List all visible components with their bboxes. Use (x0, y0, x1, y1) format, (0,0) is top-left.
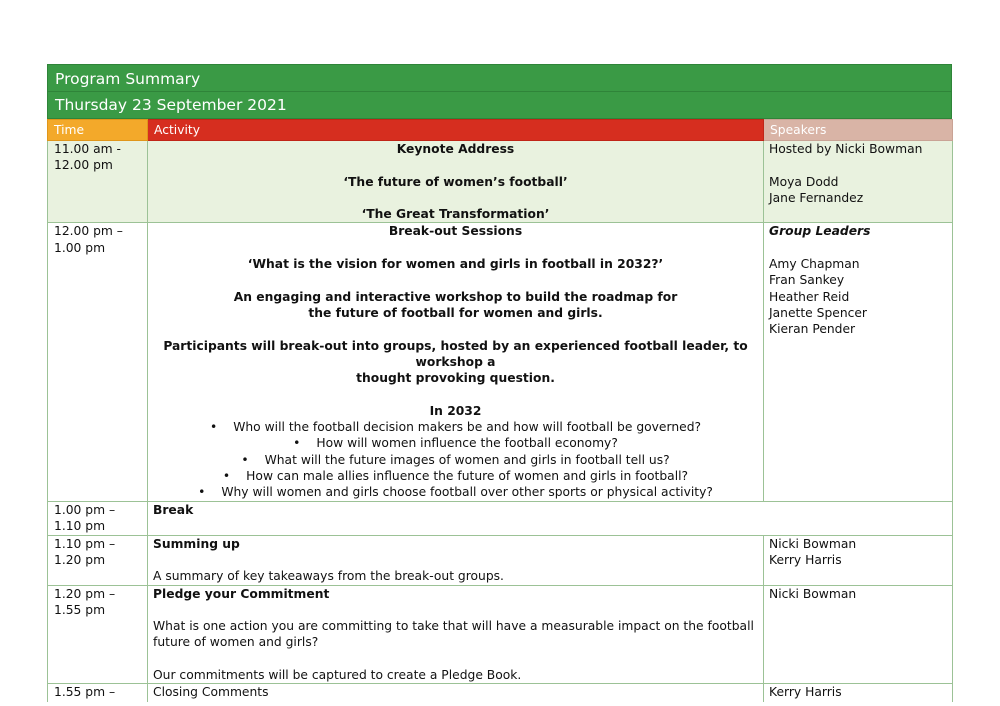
session-title: Summing up (153, 536, 240, 551)
time-cell: 12.00 pm – 1.00 pm (48, 223, 148, 501)
list-item: • What will the future images of women and girls in football tell us? (153, 452, 758, 468)
time-cell: 1.20 pm – 1.55 pm (48, 585, 148, 684)
session-subtitle: ‘The Great Transformation’ (361, 207, 550, 222)
header-speakers: Speakers (764, 120, 953, 141)
speakers-cell: Group Leaders Amy Chapman Fran Sankey Heather Reid Janette Spencer Kieran Pender (764, 223, 953, 501)
time-cell: 11.00 am - 12.00 pm (48, 141, 148, 223)
program-document (47, 64, 952, 702)
list-item: • Who will the football decision makers be and how will football be governed? (153, 419, 758, 435)
table-row (48, 585, 953, 684)
program-title: Program Summary (47, 64, 952, 92)
speakers-cell: Kerry Harris (764, 684, 953, 702)
time-cell: 1.00 pm – 1.10 pm (48, 501, 148, 535)
speakers-heading: Group Leaders (769, 224, 871, 239)
question-list (153, 419, 758, 500)
header-time: Time (48, 120, 148, 141)
table-header-row (48, 120, 953, 141)
list-item: • How will women influence the football economy? (153, 435, 758, 451)
list-item: • Why will women and girls choose football over other sports or physical activity? (153, 484, 758, 500)
header-activity: Activity (148, 120, 764, 141)
session-title: Keynote Address (396, 142, 515, 156)
session-title: Break-out Sessions (388, 224, 523, 239)
time-cell: 1.10 pm – 1.20 pm (48, 535, 148, 585)
program-table (47, 119, 953, 702)
activity-cell (148, 141, 764, 223)
activity-cell: Summing up A summary of key takeaways from the break-out groups. (148, 535, 764, 585)
table-row (48, 535, 953, 585)
table-row (48, 684, 953, 702)
activity-cell: Pledge your Commitment What is one action you are committing to take that will have a measurable impact on the football future of women and girls? Our commitments will be captured to create a Pledge Book. (148, 585, 764, 684)
time-cell: 1.55 pm – (48, 684, 148, 702)
table-row (48, 223, 953, 501)
session-subtitle: ‘The future of women’s football’ (343, 174, 568, 189)
list-item: • How can male allies influence the future of women and girls in football? (153, 468, 758, 484)
activity-cell: Break-out Sessions ‘What is the vision for women and girls in football in 2032?’ An engaging and interactive workshop to build the roadmap for the future of football for women and girls. Participants will break-out into groups, hosted by an experienced football leader, to workshop a thought provoking question. In 2032 • Who will the football decision makers be and how will football be governed? • How will women influence the football economy? • What will the future images of women and girls in football tell us? • How can male allies influence the future of women and girls in football? • Why will women and girls choose football over other sports or physical activity? (148, 223, 764, 501)
table-row (48, 141, 953, 223)
list-heading: In 2032 (429, 403, 482, 418)
activity-cell: Closing Comments (148, 684, 764, 702)
session-title: Pledge your Commitment (153, 586, 330, 601)
table-row (48, 501, 953, 535)
session-question: ‘What is the vision for women and girls in football in 2032?’ (247, 257, 664, 272)
activity-cell: Break (148, 501, 953, 535)
program-date: Thursday 23 September 2021 (47, 92, 952, 119)
speakers-cell: Hosted by Nicki Bowman Moya Dodd Jane Fernandez (764, 141, 953, 223)
speakers-cell: Nicki Bowman (764, 585, 953, 684)
speakers-cell: Nicki Bowman Kerry Harris (764, 535, 953, 585)
